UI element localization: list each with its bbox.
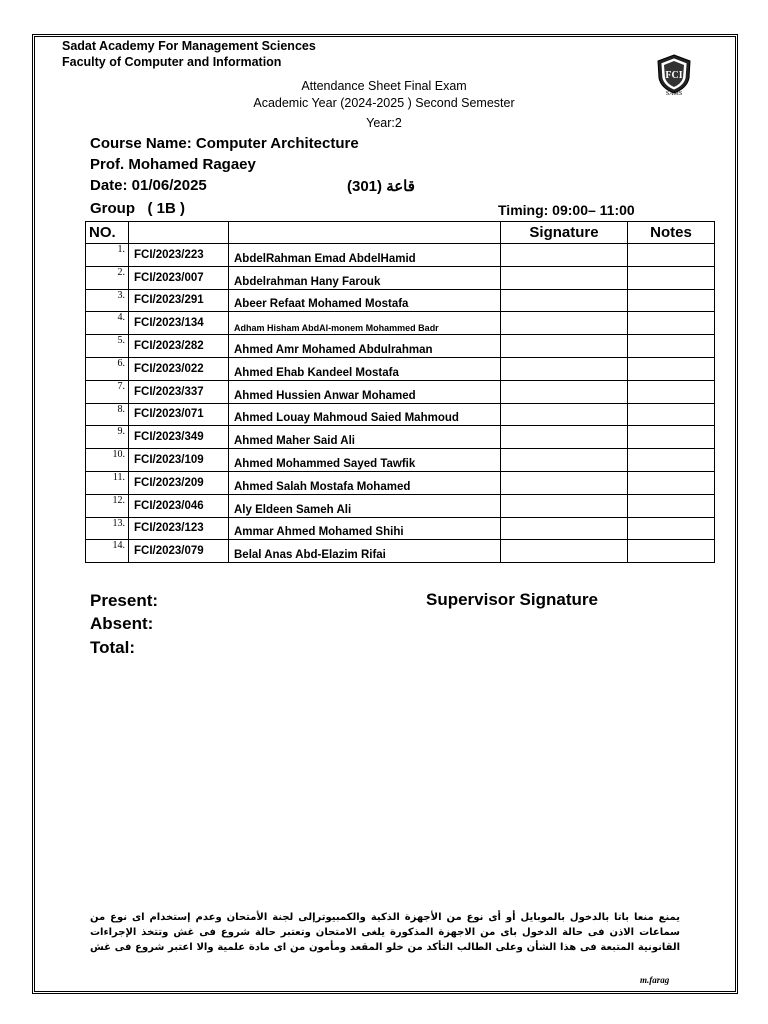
exam-hall: قاعة (301) bbox=[347, 178, 415, 195]
row-number: 14. bbox=[86, 540, 129, 563]
exam-rules-notice bbox=[90, 910, 680, 955]
signature-cell[interactable] bbox=[501, 312, 628, 335]
absent-label: Absent: bbox=[90, 614, 154, 633]
table-row bbox=[86, 494, 715, 517]
academy-name: Sadat Academy For Management Sciences bbox=[62, 39, 316, 53]
notes-cell[interactable] bbox=[628, 426, 715, 449]
signature-cell[interactable] bbox=[501, 426, 628, 449]
row-number: 5. bbox=[86, 335, 129, 358]
row-number: 4. bbox=[86, 312, 129, 335]
notes-cell[interactable] bbox=[628, 266, 715, 289]
table-row bbox=[86, 244, 715, 267]
professor-name: Prof. Mohamed Ragaey bbox=[90, 156, 256, 173]
notes-cell[interactable] bbox=[628, 494, 715, 517]
academic-year: Academic Year (2024-2025 ) Second Semester bbox=[253, 96, 515, 110]
student-name: Ahmed Ehab Kandeel Mostafa bbox=[229, 357, 501, 380]
signature-cell[interactable] bbox=[501, 266, 628, 289]
table-row bbox=[86, 289, 715, 312]
row-number: 10. bbox=[86, 449, 129, 472]
supervisor-signature-label: Supervisor Signature bbox=[426, 590, 598, 609]
sheet-title: Attendance Sheet Final Exam bbox=[301, 79, 467, 93]
signature-cell[interactable] bbox=[501, 244, 628, 267]
table-row bbox=[86, 449, 715, 472]
student-name: Abdelrahman Hany Farouk bbox=[229, 266, 501, 289]
header-id bbox=[129, 222, 229, 244]
year-label: Year:2 bbox=[366, 116, 402, 130]
student-id: FCI/2023/109 bbox=[129, 449, 229, 472]
rules-line: القانونية المتبعة فى هذا الشأن وعلى الطالب التأكد من خلو المقعد ومأمون من اى مادة علمية والا اعتبر شروع فى غش bbox=[90, 942, 680, 953]
row-number: 12. bbox=[86, 494, 129, 517]
notes-cell[interactable] bbox=[628, 357, 715, 380]
signature-cell[interactable] bbox=[501, 335, 628, 358]
student-id: FCI/2023/022 bbox=[129, 357, 229, 380]
student-name: AbdelRahman Emad AbdelHamid bbox=[229, 244, 501, 267]
signature-cell[interactable] bbox=[501, 494, 628, 517]
student-name: Adham Hisham AbdAl-monem Mohammed Badr bbox=[229, 312, 501, 335]
row-number: 3. bbox=[86, 289, 129, 312]
present-label: Present: bbox=[90, 591, 159, 610]
table-row bbox=[86, 517, 715, 540]
logo-caption: SAMS bbox=[665, 91, 683, 97]
table-row bbox=[86, 312, 715, 335]
student-name: Ahmed Mohammed Sayed Tawfik bbox=[229, 449, 501, 472]
student-name: Ahmed Maher Said Ali bbox=[229, 426, 501, 449]
exam-date: Date: 01/06/2025 bbox=[90, 177, 207, 194]
row-number: 1. bbox=[86, 244, 129, 267]
notes-cell[interactable] bbox=[628, 517, 715, 540]
notes-cell[interactable] bbox=[628, 380, 715, 403]
student-id: FCI/2023/123 bbox=[129, 517, 229, 540]
notes-cell[interactable] bbox=[628, 244, 715, 267]
signature-cell[interactable] bbox=[501, 449, 628, 472]
row-number: 9. bbox=[86, 426, 129, 449]
student-name: Belal Anas Abd-Elazim Rifai bbox=[229, 540, 501, 563]
signature-mark: m.farag bbox=[640, 975, 670, 985]
header-no: NO. bbox=[86, 222, 129, 244]
row-number: 7. bbox=[86, 380, 129, 403]
signature-cell[interactable] bbox=[501, 517, 628, 540]
student-name: Ahmed Hussien Anwar Mohamed bbox=[229, 380, 501, 403]
header-notes: Notes bbox=[628, 222, 715, 244]
table-row bbox=[86, 540, 715, 563]
notes-cell[interactable] bbox=[628, 403, 715, 426]
student-name: Ahmed Amr Mohamed Abdulrahman bbox=[229, 335, 501, 358]
row-number: 11. bbox=[86, 471, 129, 494]
rules-line: يمنع منعا باتا بالدخول بالموبايل أو أى نوع من الأجهزة الذكية والكمبيوترإلى لجنة الأمتحان وعدم إستخدام اى نوع من bbox=[90, 912, 680, 923]
student-id: FCI/2023/337 bbox=[129, 380, 229, 403]
table-row bbox=[86, 426, 715, 449]
student-id: FCI/2023/134 bbox=[129, 312, 229, 335]
signature-cell[interactable] bbox=[501, 380, 628, 403]
course-name: Course Name: Computer Architecture bbox=[90, 135, 359, 152]
student-id: FCI/2023/079 bbox=[129, 540, 229, 563]
notes-cell[interactable] bbox=[628, 312, 715, 335]
group-label: Group ( 1B ) bbox=[90, 200, 185, 217]
header-signature: Signature bbox=[501, 222, 628, 244]
signature-cell[interactable] bbox=[501, 540, 628, 563]
student-id: FCI/2023/282 bbox=[129, 335, 229, 358]
table-row bbox=[86, 380, 715, 403]
student-id: FCI/2023/046 bbox=[129, 494, 229, 517]
header-name bbox=[229, 222, 501, 244]
student-id: FCI/2023/349 bbox=[129, 426, 229, 449]
table-header-row bbox=[86, 222, 715, 244]
student-name: Ahmed Salah Mostafa Mohamed bbox=[229, 471, 501, 494]
row-number: 6. bbox=[86, 357, 129, 380]
signature-cell[interactable] bbox=[501, 471, 628, 494]
student-name: Abeer Refaat Mohamed Mostafa bbox=[229, 289, 501, 312]
student-name: Aly Eldeen Sameh Ali bbox=[229, 494, 501, 517]
row-number: 8. bbox=[86, 403, 129, 426]
student-name: Ammar Ahmed Mohamed Shihi bbox=[229, 517, 501, 540]
attendance-table bbox=[85, 221, 715, 563]
student-id: FCI/2023/007 bbox=[129, 266, 229, 289]
notes-cell[interactable] bbox=[628, 289, 715, 312]
signature-cell[interactable] bbox=[501, 289, 628, 312]
table-row bbox=[86, 266, 715, 289]
faculty-name: Faculty of Computer and Information bbox=[62, 55, 282, 69]
exam-timing: Timing: 09:00– 11:00 bbox=[498, 202, 635, 218]
table-row bbox=[86, 357, 715, 380]
table-row bbox=[86, 471, 715, 494]
table-row bbox=[86, 403, 715, 426]
notes-cell[interactable] bbox=[628, 335, 715, 358]
student-id: FCI/2023/209 bbox=[129, 471, 229, 494]
student-id: FCI/2023/071 bbox=[129, 403, 229, 426]
signature-cell[interactable] bbox=[501, 403, 628, 426]
svg-text:FCI: FCI bbox=[665, 70, 683, 81]
notes-cell[interactable] bbox=[628, 540, 715, 563]
total-label: Total: bbox=[90, 638, 136, 657]
student-name: Ahmed Louay Mahmoud Saied Mahmoud bbox=[229, 403, 501, 426]
table-row bbox=[86, 335, 715, 358]
notes-cell[interactable] bbox=[628, 471, 715, 494]
student-id: FCI/2023/223 bbox=[129, 244, 229, 267]
notes-cell[interactable] bbox=[628, 449, 715, 472]
signature-cell[interactable] bbox=[501, 357, 628, 380]
student-id: FCI/2023/291 bbox=[129, 289, 229, 312]
rules-line: سماعات الاذن فى حالة الدخول باى من الاجهزة المذكورة يلغى الامتحان وتعتبر حالة شروع فى غش وتتخذ الإجراءات bbox=[90, 927, 680, 938]
row-number: 2. bbox=[86, 266, 129, 289]
row-number: 13. bbox=[86, 517, 129, 540]
